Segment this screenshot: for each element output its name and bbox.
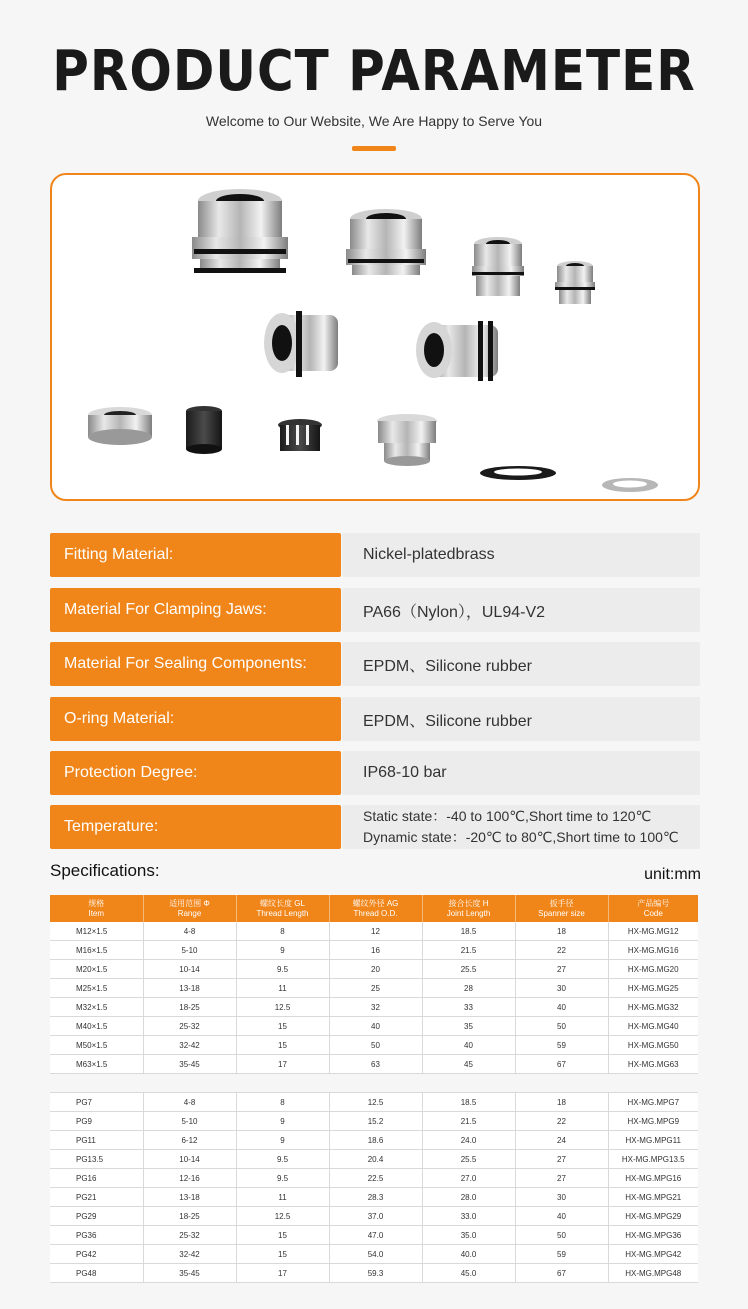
table-cell: 50 [515,1226,608,1245]
table-cell: 50 [515,1017,608,1036]
table-cell: 17 [236,1055,329,1074]
table-cell: 40 [515,998,608,1017]
table-cell: 13-18 [143,979,236,998]
column-header-cn: 扳手径 [549,898,574,908]
temperature-dynamic: Dynamic state：-20℃ to 80℃,Short time to 100℃ [363,829,679,845]
table-cell: 20.4 [329,1150,422,1169]
table-cell: HX-MG.MPG48 [608,1264,698,1283]
table-cell: HX-MG.MG50 [608,1036,698,1055]
table-cell: 12.5 [236,1207,329,1226]
table-cell: 33.0 [422,1207,515,1226]
column-header-cn: 适用范围 Φ [169,898,210,908]
page-title: PRODUCT PARAMETER [52,38,696,104]
table-cell: 50 [329,1036,422,1055]
column-header-en: Range [177,908,202,918]
table-cell: 4-8 [143,1093,236,1112]
column-header-cn: 螺纹外径 AG [352,898,399,908]
table-cell: 15 [236,1036,329,1055]
lock-nut [602,478,658,492]
column-header [50,895,143,922]
param-value: PA66（Nylon），UL94-V2 [342,588,700,632]
table-cell: 4-8 [143,922,236,941]
table-row [50,998,698,1017]
table-cell: 18 [515,922,608,941]
table-cell: 12-16 [143,1169,236,1188]
column-header-en: Thread Length [256,908,309,918]
column-header-en: Code [643,908,663,918]
table-row [50,1131,698,1150]
table-cell: 25.5 [422,1150,515,1169]
param-label: Material For Clamping Jaws: [50,588,341,632]
table-cell: HX-MG.MG16 [608,941,698,960]
table-cell: 28 [422,979,515,998]
temperature-static: Static state：-40 to 100℃,Short time to 120℃ [363,808,652,824]
param-row-protection-degree [50,751,700,795]
table-cell: 67 [515,1055,608,1074]
table-cell: 9 [236,941,329,960]
table-cell: 20 [329,960,422,979]
product-photo [50,173,700,501]
table-cell: HX-MG.MG63 [608,1055,698,1074]
cap-nut [88,407,152,445]
table-cell: 21.5 [422,1112,515,1131]
table-cell: 9.5 [236,1150,329,1169]
table-cell: PG13.5 [50,1150,143,1169]
table-row [50,1245,698,1264]
table-cell: 27.0 [422,1169,515,1188]
param-row-temperature [50,805,700,849]
table-row [50,1169,698,1188]
table-cell: 45.0 [422,1264,515,1283]
cable-gland-illustration [52,175,698,499]
specifications-heading: Specifications: [50,861,160,880]
table-row [50,960,698,979]
table-cell: PG29 [50,1207,143,1226]
table-cell: 9.5 [236,1169,329,1188]
table-cell: HX-MG.MPG11 [608,1131,698,1150]
table-cell: M50×1.5 [50,1036,143,1055]
seal-insert [186,406,222,454]
table-row [50,1207,698,1226]
table-cell: 13-18 [143,1188,236,1207]
table-row [50,1036,698,1055]
table-cell: 30 [515,979,608,998]
table-row [50,922,698,941]
table-cell: 35.0 [422,1226,515,1245]
param-row-fitting-material [50,533,700,577]
table-cell: PG11 [50,1131,143,1150]
column-header-en: Spanner size [538,908,585,918]
table-cell: 12.5 [329,1093,422,1112]
table-cell: 25-32 [143,1226,236,1245]
column-header [143,895,236,922]
table-cell: 47.0 [329,1226,422,1245]
table-row [50,1226,698,1245]
param-label: Protection Degree: [50,751,341,795]
table-cell: 22.5 [329,1169,422,1188]
table-cell: 10-14 [143,1150,236,1169]
column-header-en: Thread O.D. [353,908,398,918]
table-row [50,1093,698,1112]
table-cell: HX-MG.MPG36 [608,1226,698,1245]
table-cell: 24.0 [422,1131,515,1150]
param-label: Temperature: [50,805,341,849]
table-cell: 21.5 [422,941,515,960]
title-accent-bar [352,146,396,151]
table-cell: 18-25 [143,1207,236,1226]
gland-small [472,237,524,296]
table-cell: 32 [329,998,422,1017]
table-cell: 17 [236,1264,329,1283]
table-cell: M16×1.5 [50,941,143,960]
table-cell: HX-MG.MG20 [608,960,698,979]
column-header [422,895,515,922]
table-cell: 18.6 [329,1131,422,1150]
table-cell: 35 [422,1017,515,1036]
param-value: EPDM、Silicone rubber [342,642,700,686]
table-row [50,1150,698,1169]
table-cell: 67 [515,1264,608,1283]
table-cell: 12 [329,922,422,941]
table-cell: 28.0 [422,1188,515,1207]
table-cell: HX-MG.MPG9 [608,1112,698,1131]
table-cell: PG21 [50,1188,143,1207]
table-cell: 15 [236,1017,329,1036]
column-header-cn: 规格 [88,898,105,908]
clamping-claw [278,419,322,451]
param-value [342,805,700,849]
table-cell: 15 [236,1245,329,1264]
column-header [515,895,608,922]
column-header [329,895,422,922]
param-row-clamping-jaws [50,588,700,632]
param-label: O-ring Material: [50,697,341,741]
table-cell: HX-MG.MG25 [608,979,698,998]
table-cell: 16 [329,941,422,960]
table-cell: HX-MG.MG12 [608,922,698,941]
table-cell: HX-MG.MPG21 [608,1188,698,1207]
table-cell: 5-10 [143,941,236,960]
gland-side-left [264,311,338,377]
table-cell: PG9 [50,1112,143,1131]
table-row [50,979,698,998]
table-cell: 18.5 [422,922,515,941]
table-cell: 25-32 [143,1017,236,1036]
table-cell: 30 [515,1188,608,1207]
table-cell: 35-45 [143,1055,236,1074]
specifications-table [50,895,698,1283]
specifications-unit: unit:mm [644,866,701,883]
column-header-cn: 螺纹长度 GL [260,898,305,908]
table-cell: 8 [236,1093,329,1112]
table-cell: 24 [515,1131,608,1150]
table-spacer-cell [50,1074,698,1093]
table-cell: 35-45 [143,1264,236,1283]
table-cell: 40 [329,1017,422,1036]
table-cell: 15.2 [329,1112,422,1131]
table-cell: 22 [515,941,608,960]
table-cell: 54.0 [329,1245,422,1264]
table-cell: PG42 [50,1245,143,1264]
param-value: EPDM、Silicone rubber [342,697,700,741]
table-cell: 25 [329,979,422,998]
table-cell: 9 [236,1131,329,1150]
table-cell: 59 [515,1036,608,1055]
table-cell: 33 [422,998,515,1017]
table-cell: 45 [422,1055,515,1074]
table-cell: M63×1.5 [50,1055,143,1074]
column-header-cn: 接合长度 H [448,898,489,908]
table-cell: 8 [236,922,329,941]
gland-large [192,189,288,273]
table-cell: HX-MG.MPG42 [608,1245,698,1264]
table-cell: 37.0 [329,1207,422,1226]
table-cell: M32×1.5 [50,998,143,1017]
table-header-row [50,895,698,922]
param-label: Fitting Material: [50,533,341,577]
table-cell: 59.3 [329,1264,422,1283]
table-cell: 9.5 [236,960,329,979]
table-cell: 5-10 [143,1112,236,1131]
table-cell: PG7 [50,1093,143,1112]
gland-side-right [416,321,498,381]
table-row [50,941,698,960]
table-cell: HX-MG.MPG16 [608,1169,698,1188]
table-cell: M40×1.5 [50,1017,143,1036]
table-cell: 22 [515,1112,608,1131]
table-cell: PG36 [50,1226,143,1245]
table-cell: 27 [515,960,608,979]
table-cell: HX-MG.MG40 [608,1017,698,1036]
table-cell: 25.5 [422,960,515,979]
table-cell: 18 [515,1093,608,1112]
column-header-cn: 产品编号 [637,898,670,908]
column-header [236,895,329,922]
table-cell: M25×1.5 [50,979,143,998]
table-cell: 27 [515,1169,608,1188]
table-cell: M20×1.5 [50,960,143,979]
table-cell: 40 [515,1207,608,1226]
table-cell: 63 [329,1055,422,1074]
table-cell: 9 [236,1112,329,1131]
table-row [50,1055,698,1074]
table-cell: HX-MG.MPG7 [608,1093,698,1112]
table-cell: 18-25 [143,998,236,1017]
table-row [50,1188,698,1207]
gland-body [377,414,437,466]
table-cell: HX-MG.MG32 [608,998,698,1017]
column-header [608,895,698,922]
table-row [50,1264,698,1283]
column-header-en: Item [88,908,105,918]
param-label: Material For Sealing Components: [50,642,341,686]
table-row [50,1112,698,1131]
table-cell: PG16 [50,1169,143,1188]
param-row-sealing-components [50,642,700,686]
table-cell: 12.5 [236,998,329,1017]
table-cell: 40.0 [422,1245,515,1264]
table-cell: HX-MG.MPG13.5 [608,1150,698,1169]
table-cell: M12×1.5 [50,922,143,941]
param-row-o-ring-material [50,697,700,741]
table-row [50,1017,698,1036]
table-cell: 6-12 [143,1131,236,1150]
table-cell: 27 [515,1150,608,1169]
table-cell: 11 [236,1188,329,1207]
table-cell: 11 [236,979,329,998]
table-cell: 10-14 [143,960,236,979]
table-cell: PG48 [50,1264,143,1283]
table-cell: 28.3 [329,1188,422,1207]
table-cell: 40 [422,1036,515,1055]
o-ring [480,466,556,480]
table-cell: 15 [236,1226,329,1245]
table-cell: 32-42 [143,1036,236,1055]
gland-medium [346,209,426,275]
table-spacer-row [50,1074,698,1093]
column-header-en: Joint Length [446,908,491,918]
gland-tiny [555,261,595,304]
param-value: Nickel-platedbrass [342,533,700,577]
table-cell: 32-42 [143,1245,236,1264]
table-cell: HX-MG.MPG29 [608,1207,698,1226]
table-cell: 18.5 [422,1093,515,1112]
param-value: IP68-10 bar [342,751,700,795]
table-cell: 59 [515,1245,608,1264]
page-subtitle: Welcome to Our Website, We Are Happy to Serve You [205,113,543,129]
